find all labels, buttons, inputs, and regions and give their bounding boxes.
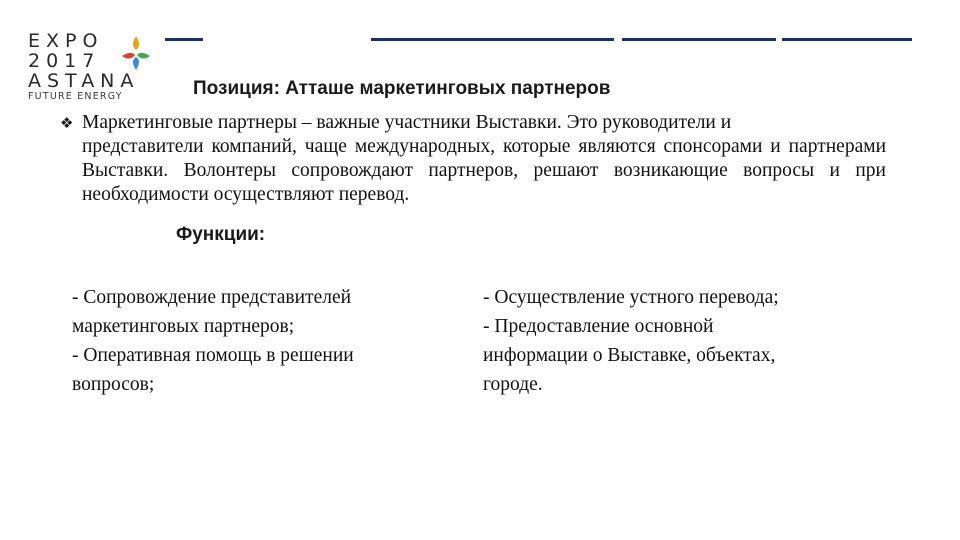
list-item: информации о Выставке, объектах, — [483, 345, 776, 366]
expo-2017-logo — [28, 30, 158, 102]
list-item: городе. — [483, 374, 543, 395]
logo-line-year: 2017 — [28, 50, 101, 72]
header-rule-gap — [614, 38, 622, 41]
flower-emblem-icon — [116, 32, 156, 72]
intro-text-continued: представители компаний, чаще международных, которые являются спонсорами и партнерами Выставки. Волонтеры сопровождают партнеров, решают возникающие вопросы и при необходимости осуществляют перевод. — [82, 136, 886, 205]
functions-right-column — [483, 283, 883, 399]
logo-line-astana: ASTANA — [28, 70, 140, 92]
page-title: Позиция: Атташе маркетинговых партнеров — [193, 78, 611, 99]
list-item: - Оперативная помощь в решении — [72, 345, 354, 366]
logo-line-expo: EXPO — [28, 30, 104, 52]
list-item: маркетинговых партнеров; — [72, 316, 295, 337]
diamond-bullet-icon: ❖ — [60, 114, 74, 132]
functions-left-column — [72, 283, 442, 399]
intro-paragraph — [60, 111, 886, 207]
logo-line-future-energy: FUTURE ENERGY — [28, 91, 123, 102]
intro-text-first-line: Маркетинговые партнеры – важные участники Выставки. Это руководители и — [82, 112, 732, 133]
list-item: вопросов; — [72, 374, 155, 395]
functions-heading: Функции: — [176, 224, 266, 245]
list-item: - Предоставление основной — [483, 316, 714, 337]
header-rule-gap — [203, 38, 371, 41]
list-item: - Осуществление устного перевода; — [483, 287, 779, 308]
list-item: - Сопровождение представителей — [72, 287, 352, 308]
header-rule-gap — [776, 38, 782, 41]
